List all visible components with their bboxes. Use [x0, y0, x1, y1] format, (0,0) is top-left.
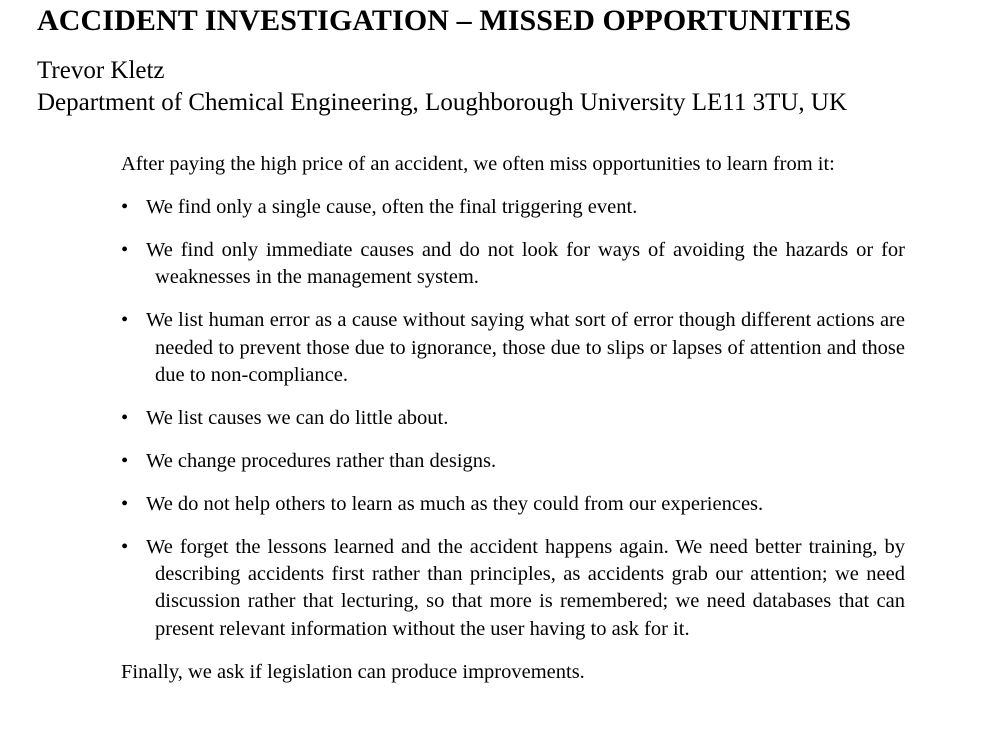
list-item-text: We find only immediate causes and do not look for ways of avoiding the hazards or for weaknesses in the management system.	[146, 238, 905, 289]
bullet-icon: •	[121, 535, 129, 558]
intro-paragraph: After paying the high price of an accident, we often miss opportunities to learn from it:	[121, 153, 835, 175]
author-name: Trevor Kletz	[37, 57, 165, 84]
list-item	[121, 448, 905, 475]
list-item-text: We change procedures rather than designs.	[146, 449, 497, 472]
list-item	[121, 237, 905, 292]
list-item-text: We find only a single cause, often the final triggering event.	[146, 195, 638, 218]
bullet-icon: •	[121, 195, 129, 218]
document-title: ACCIDENT INVESTIGATION – MISSED OPPORTUNITIES	[37, 4, 852, 37]
list-item-text: We list human error as a cause without saying what sort of error though different actions are needed to prevent those due to ignorance, those due to slips or lapses of attention and those due to non-compliance.	[146, 309, 905, 386]
bullet-icon: •	[121, 449, 129, 472]
list-item-text: We list causes we can do little about.	[146, 406, 449, 429]
conclusion-paragraph: Finally, we ask if legislation can produce improvements.	[121, 660, 585, 683]
bullet-list	[121, 194, 905, 643]
list-item	[121, 491, 905, 518]
list-item	[121, 534, 905, 644]
list-item-text: We do not help others to learn as much as they could from our experiences.	[146, 492, 764, 515]
bullet-icon: •	[121, 238, 129, 261]
author-affiliation: Department of Chemical Engineering, Loughborough University LE11 3TU, UK	[37, 89, 847, 116]
abstract-body	[121, 151, 905, 686]
list-item-text: We forget the lessons learned and the accident happens again. We need better training, by describing accidents first rather than principles, as accidents grab our attention; we need discussion rather that lecturing, so that more is remembered; we need databases that can present relevant information without the user having to ask for it.	[146, 535, 905, 640]
list-item	[121, 194, 905, 221]
bullet-icon: •	[121, 309, 129, 332]
bullet-icon: •	[121, 406, 129, 429]
list-item	[121, 307, 905, 389]
list-item	[121, 405, 905, 432]
bullet-icon: •	[121, 492, 129, 515]
